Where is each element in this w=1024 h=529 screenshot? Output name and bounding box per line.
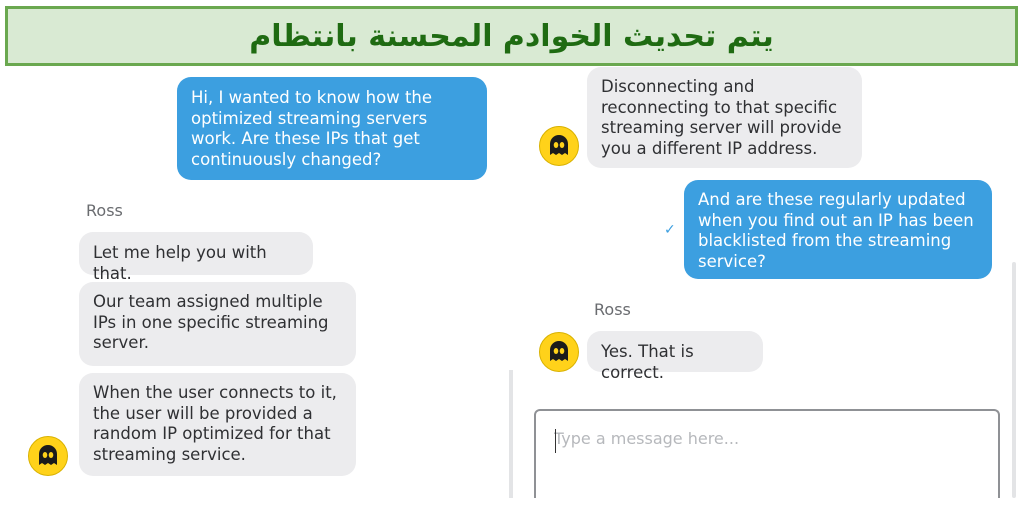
user-message-bubble-left: Hi, I wanted to know how the optimized streaming servers work. Are these IPs that get continuously changed?: [177, 77, 487, 180]
panel-divider: [509, 370, 513, 498]
agent-message-bubble-right: Disconnecting and reconnecting to that specific streaming server will provide you a different IP address.: [587, 67, 862, 168]
user-message-bubble-right: And are these regularly updated when you find out an IP has been blacklisted from the streaming service?: [684, 180, 992, 279]
agent-avatar-ghost-icon: [539, 332, 579, 372]
banner-title: يتم تحديث الخوادم المحسنة بانتظام: [249, 18, 774, 54]
agent-avatar-ghost-icon: [28, 436, 68, 476]
message-composer[interactable]: [534, 409, 1000, 498]
agent-message-bubble: Let me help you with that.: [79, 232, 313, 275]
message-input[interactable]: [554, 429, 974, 448]
agent-message-bubble: Our team assigned multiple IPs in one specific streaming server.: [79, 282, 356, 366]
sent-check-icon: ✓: [664, 222, 676, 238]
sender-name-left: Ross: [86, 201, 123, 220]
agent-reply-bubble: Yes. That is correct.: [587, 331, 763, 372]
agent-message-bubble: When the user connects to it, the user will be provided a random IP optimized for that streaming service.: [79, 373, 356, 476]
text-caret: [555, 429, 556, 453]
sender-name-right: Ross: [594, 300, 631, 319]
agent-avatar-ghost-icon: [539, 126, 579, 166]
banner: [5, 6, 1018, 66]
chat-scrollbar[interactable]: [1012, 262, 1016, 498]
